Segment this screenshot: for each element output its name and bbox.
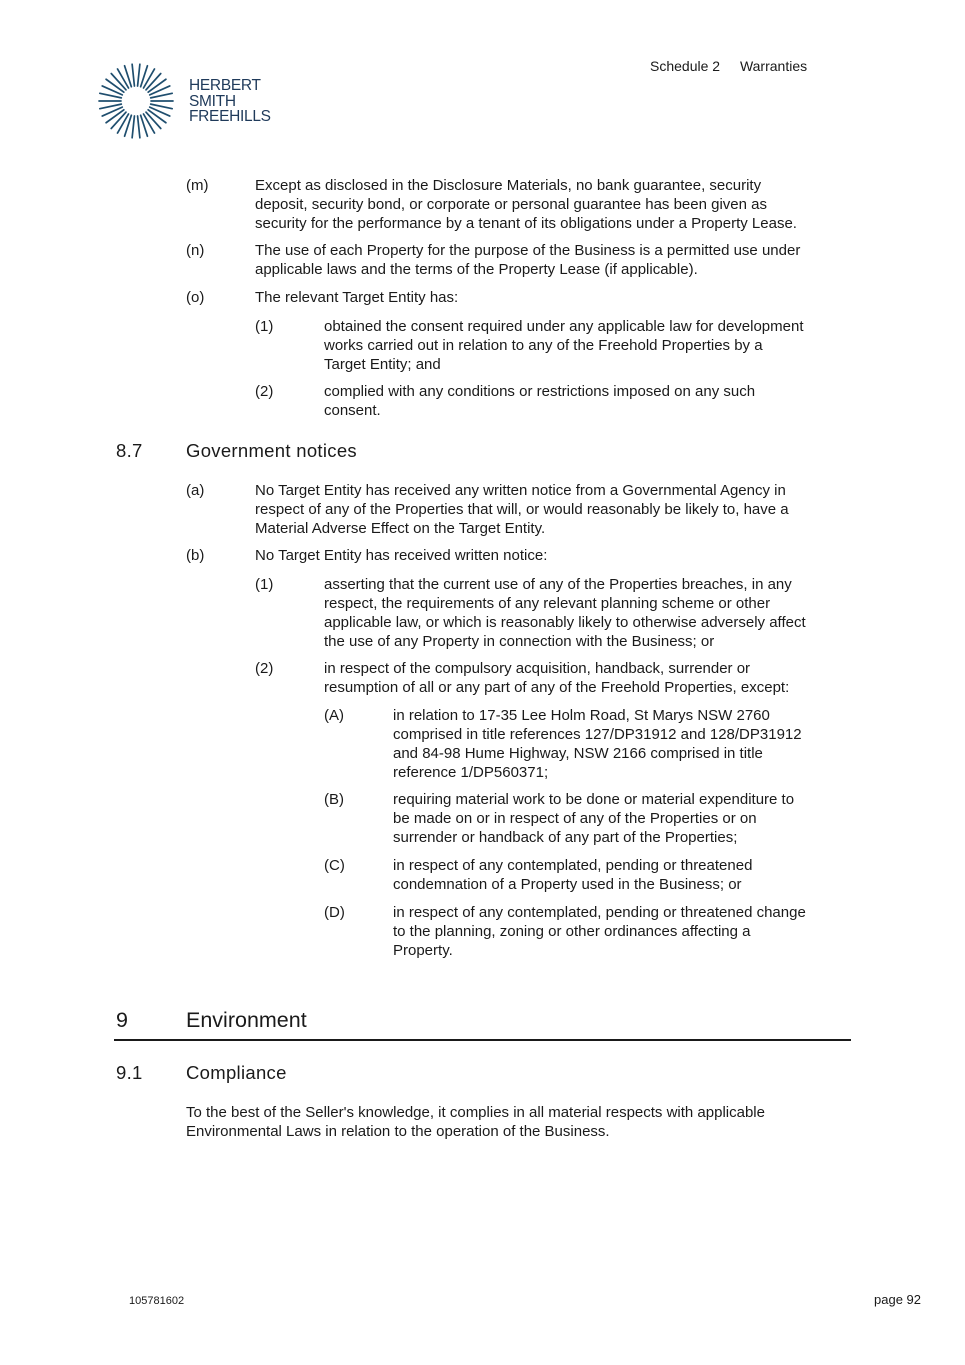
item-b-1-text [324,575,806,651]
logo-ray [151,93,173,98]
item-b-2-line: in respect of the compulsory acquisition, handback, surrender or [324,660,751,677]
item-C-label: (C) [324,857,345,874]
item-B-line: be made on or in respect of any of the Properties or on [393,810,757,827]
item-a-text [255,481,789,538]
heading-8-7-number: 8.7 [116,440,143,461]
item-n-label: (n) [186,242,205,259]
item-a-line: Material Adverse Effect on the Target Entity. [255,520,546,537]
item-A-line: comprised in title references 127/DP31912 and 128/DP31912 [393,726,802,743]
item-b-line: No Target Entity has received written notice: [255,547,548,564]
footer-doc-id: 105781602 [129,1295,185,1307]
item-o-1-line: works carried out in relation to any of the Freehold Properties by a [324,337,763,354]
item-D-line: to the planning, zoning or other ordinances affecting a [393,923,751,940]
item-n-text [255,241,800,279]
item-o-1-text [324,317,804,374]
heading-9-title: Environment [186,1008,307,1032]
item-b-1-label: (1) [255,576,274,593]
logo-line-1: HERBERT [189,77,261,94]
logo-ray [150,86,170,95]
item-o-2-label: (2) [255,383,274,400]
logo-ray [150,107,170,116]
item-B-line: surrender or handback of any part of the Properties; [393,829,738,846]
item-b-text [255,546,547,565]
item-b-1-line: respect, the requirements of any relevant planning scheme or other [324,595,771,612]
item-m-line: security for the performance by a tenant of its obligations under a Property Lease. [255,215,797,232]
item-a-line: No Target Entity has received any written notice from a Governmental Agency in [255,482,786,499]
item-o-text [255,288,458,307]
item-o-1-label: (1) [255,318,274,335]
item-n-line: The use of each Property for the purpose of the Business is a permitted use under [255,242,801,259]
item-D-label: (D) [324,904,345,921]
footer-page-number: page 92 [874,1292,921,1307]
item-B-text [393,790,794,847]
logo-sunburst-icon [96,58,176,144]
logo-line-2: SMITH [189,92,236,110]
logo-ray [100,93,122,98]
item-A-line: in relation to 17-35 Lee Holm Road, St Marys NSW 2760 [393,707,770,724]
item-A-label: (A) [324,707,344,724]
item-b-1-line: applicable law, or which is reasonably likely to otherwise adversely affect [324,614,806,631]
item-B-line: requiring material work to be done or material expenditure to [393,791,795,808]
logo-ray [132,116,134,138]
logo-ray [151,104,173,109]
item-B-label: (B) [324,791,344,808]
item-D-line: Property. [393,942,453,959]
item-m-label: (m) [186,177,209,194]
item-o-2-line: complied with any conditions or restrictions imposed on any such [324,383,756,400]
item-b-1-line: asserting that the current use of any of the Properties breaches, in any [324,576,792,593]
logo-ray [102,86,122,95]
item-o-2-line: consent. [324,402,381,419]
item-o-label: (o) [186,289,205,306]
logo-wordmark [189,78,271,125]
heading-9-1-title: Compliance [186,1062,287,1083]
item-m-text [255,176,797,233]
item-m-line: deposit, security bond, or corporate or personal guarantee has been given as [255,196,767,213]
item-D-line: in respect of any contemplated, pending or threatened change [393,904,806,921]
section-9-1-line: To the best of the Seller's knowledge, it complies in all material respects with applicable [186,1104,765,1121]
item-C-line: condemnation of a Property used in the Business; or [393,876,742,893]
item-b-label: (b) [186,547,205,564]
heading-9-1-number: 9.1 [116,1062,143,1083]
item-o-2-text [324,382,755,420]
logo-ray [100,104,122,109]
item-b-1-line: the use of any Property in connection with the Business; or [324,633,715,650]
header-schedule: Schedule 2 [650,58,721,74]
item-o-line: The relevant Target Entity has: [255,289,459,306]
item-D-text [393,903,806,960]
section-9-1-body [186,1103,765,1141]
item-m-line: Except as disclosed in the Disclosure Materials, no bank guarantee, security [255,177,762,194]
logo-ray [138,116,140,138]
heading-8-7-title: Government notices [186,440,357,461]
item-A-text [393,706,802,782]
heading-9-rule [114,1039,851,1041]
item-b-2-label: (2) [255,660,274,677]
logo-ray [132,64,134,86]
header-section: Warranties [739,58,808,74]
item-o-1-line: obtained the consent required under any applicable law for development [324,318,804,335]
item-a-line: respect of any of the Properties that will, or would reasonably be likely to, have a [255,501,789,518]
item-a-label: (a) [186,482,205,499]
item-A-line: reference 1/DP560371; [393,764,549,781]
running-header [650,58,807,74]
section-9-1-line: Environmental Laws in relation to the operation of the Business. [186,1123,610,1140]
item-o-1-line: Target Entity; and [324,356,441,373]
item-b-2-text [324,659,789,697]
logo-ray [138,64,140,86]
item-n-line: applicable laws and the terms of the Property Lease (if applicable). [255,261,698,278]
item-A-line: and 84-98 Hume Highway, NSW 2166 comprised in title [393,745,763,762]
item-b-2-line: resumption of all or any part of any of the Freehold Properties, except: [324,679,790,696]
logo-ray [102,107,122,116]
item-C-text [393,856,752,894]
item-C-line: in respect of any contemplated, pending or threatened [393,857,753,874]
heading-9-number: 9 [116,1008,128,1032]
logo-line-3: FREEHILLS [189,108,271,125]
